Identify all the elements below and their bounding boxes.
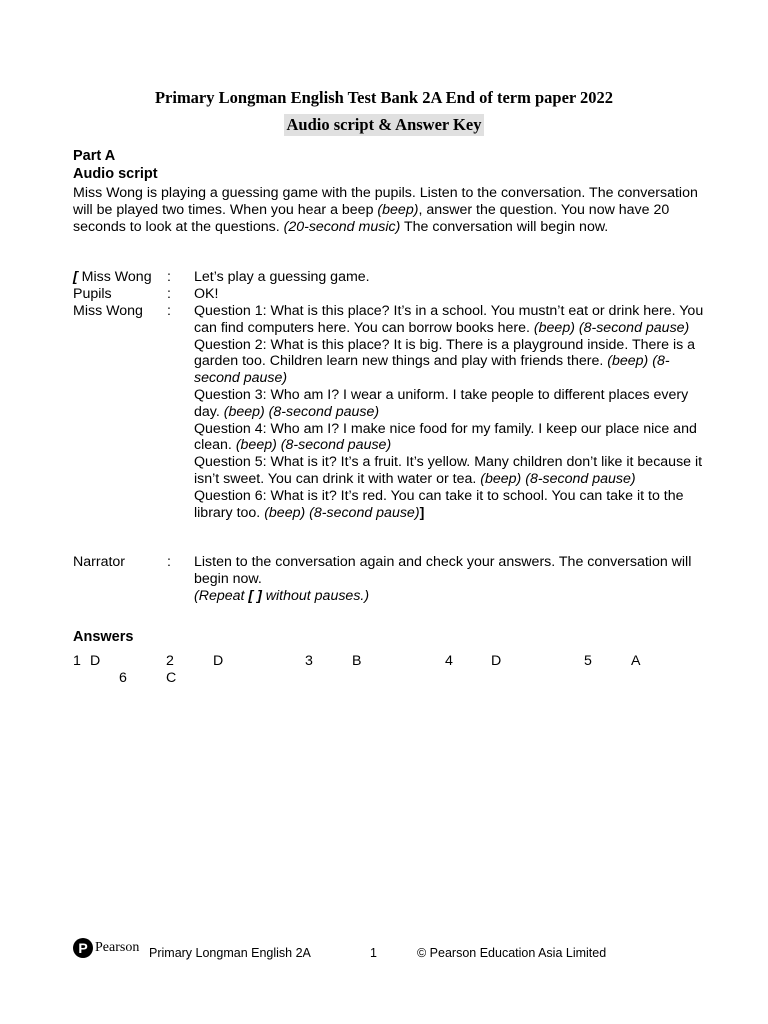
question-5	[194, 454, 704, 488]
question-3	[194, 387, 704, 421]
question-text: Question 5: What is it? It’s a fruit. It’s yellow. Many children don’t like it because it isn’t sweet. You can drink it with water or tea.	[194, 454, 703, 487]
question-1	[194, 303, 704, 337]
speaker-colon: :	[167, 303, 171, 319]
question-text: Question 6: What is it? It’s red. You can take it to school. You can take it to the library too.	[194, 487, 684, 521]
question-cue: (beep) (8-second pause)	[480, 470, 636, 487]
pearson-logo-icon: P	[73, 938, 93, 958]
speaker-colon: :	[167, 269, 171, 285]
speaker-colon: :	[167, 554, 171, 570]
question-cue: (beep) (8-second pause)	[533, 319, 690, 336]
footer-copyright: © Pearson Education Asia Limited	[417, 946, 607, 960]
part-heading: Part A	[73, 148, 116, 164]
answers-heading: Answers	[73, 629, 134, 645]
question-6	[194, 488, 704, 522]
answer-letter: A	[631, 653, 641, 669]
repeat-text: without pauses.)	[261, 587, 370, 604]
answer-number: 1	[73, 653, 81, 669]
question-cue: (beep) (8-second pause)	[264, 504, 420, 521]
intro-text-2: , answer the question. You now have 20 seconds to look at the questions.	[73, 201, 670, 235]
answer-number: 2	[166, 653, 174, 669]
answer-number: 4	[445, 653, 453, 669]
answer-letter: C	[166, 670, 177, 686]
speaker-label	[73, 269, 152, 286]
intro-beep: (beep)	[377, 201, 419, 218]
repeat-instruction	[194, 588, 704, 605]
question-text: Question 3: Who am I? I wear a uniform. I take people to different places every day.	[194, 386, 689, 420]
audio-script-heading: Audio script	[73, 166, 158, 182]
question-2	[194, 337, 704, 387]
repeat-bracket-open: [	[73, 269, 78, 285]
question-cue: (beep) (8-second pause)	[235, 437, 392, 454]
repeat-bracket-close: ]	[419, 504, 425, 521]
narrator-line: Listen to the conversation again and check your answers. The conversation will begin now.	[194, 554, 692, 587]
document-title: Primary Longman English Test Bank 2A End of term paper 2022	[154, 88, 614, 107]
answer-letter: B	[352, 653, 362, 669]
repeat-text: (Repeat	[194, 587, 249, 604]
speaker-label: Miss Wong	[73, 303, 143, 319]
intro-paragraph	[73, 185, 703, 235]
document-subtitle: Audio script & Answer Key	[284, 114, 485, 136]
answer-letter: D	[213, 653, 224, 669]
dialogue-line: Let’s play a guessing game.	[194, 269, 370, 285]
question-text: Question 4: Who am I? I make nice food for my family. I keep our place nice and clean.	[194, 420, 697, 454]
question-4	[194, 421, 704, 455]
subtitle-wrap	[0, 114, 768, 136]
pearson-wordmark: Pearson	[95, 940, 140, 955]
narrator-block	[194, 554, 704, 604]
answer-number: 6	[119, 670, 127, 686]
question-cue: (beep) (8-second pause)	[223, 403, 380, 420]
intro-text-3: The conversation will begin now.	[400, 218, 609, 235]
speaker-name: Miss Wong	[77, 269, 152, 285]
question-text: Question 1: What is this place? It’s in a school. You mustn’t eat or drink here. You can find computers here. You can borrow books here.	[194, 303, 704, 336]
questions-block	[194, 303, 704, 521]
speaker-colon: :	[167, 286, 171, 302]
footer-book-title: Primary Longman English 2A	[149, 946, 311, 960]
speaker-label: Narrator	[73, 554, 126, 570]
answer-number: 3	[305, 653, 313, 669]
speaker-label: Pupils	[73, 286, 112, 302]
intro-text-1: Miss Wong is playing a guessing game with the pupils. Listen to the conversation. The conversation will be played two times. When you hear a beep	[73, 185, 698, 218]
answer-letter: D	[90, 653, 101, 669]
dialogue-line: OK!	[194, 286, 219, 302]
repeat-brackets: [ ]	[248, 587, 262, 604]
answer-number: 5	[584, 653, 592, 669]
intro-music: (20-second music)	[283, 218, 401, 235]
footer-page-number: 1	[370, 946, 377, 960]
pearson-logo	[73, 938, 139, 958]
answer-letter: D	[491, 653, 502, 669]
question-text: Question 2: What is this place? It is big. There is a playground inside. There is a garden too. Children learn new things and play with friends there.	[194, 336, 696, 370]
question-cue: (beep) (8-second pause)	[194, 353, 670, 387]
